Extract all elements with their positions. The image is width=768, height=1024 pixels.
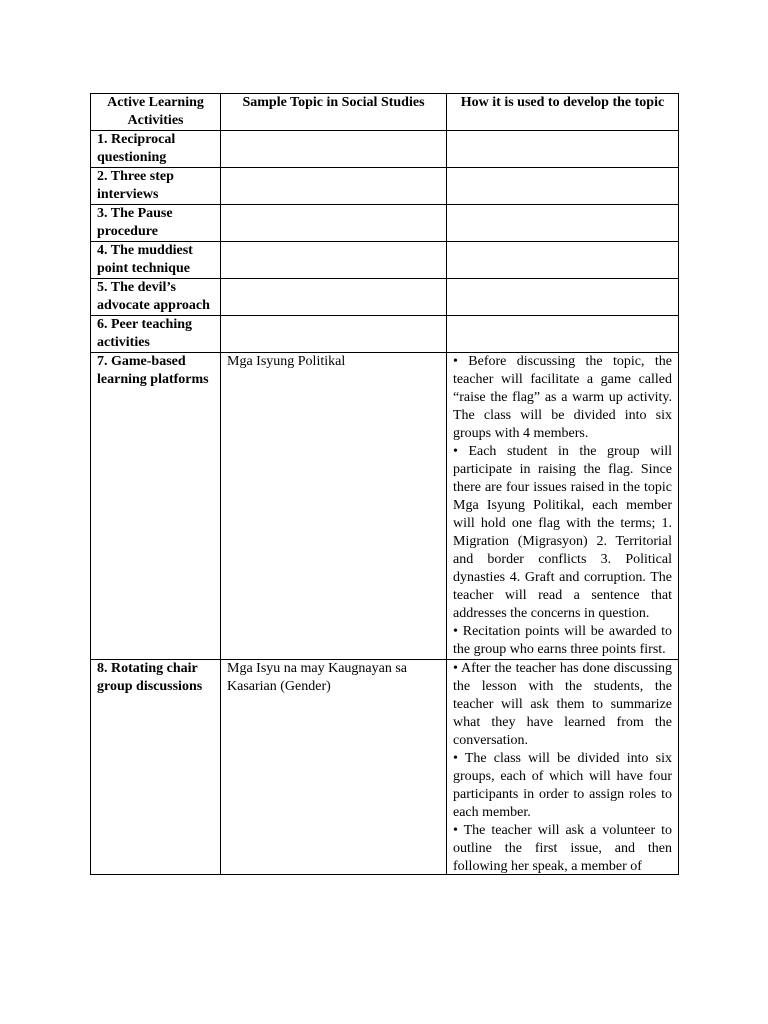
topic-cell [221,279,447,316]
activity-cell: 4. The muddiest point technique [91,242,221,279]
table-row [91,316,679,353]
header-sample-topic: Sample Topic in Social Studies [221,94,447,131]
topic-cell [221,131,447,168]
usage-cell [447,205,679,242]
usage-cell [447,131,679,168]
active-learning-table [90,93,679,875]
activity-cell: 3. The Pause procedure [91,205,221,242]
activity-cell: 1. Reciprocal questioning [91,131,221,168]
header-activities: Active Learning Activities [91,94,221,131]
usage-cell [447,353,679,660]
activity-cell: 2. Three step interviews [91,168,221,205]
table-header-row [91,94,679,131]
topic-cell: Mga Isyu na may Kaugnayan sa Kasarian (Gender) [221,660,447,875]
table-row [91,660,679,875]
table-row [91,279,679,316]
table-row [91,131,679,168]
topic-cell: Mga Isyung Politikal [221,353,447,660]
table-row [91,242,679,279]
usage-cell [447,316,679,353]
usage-paragraph: • After the teacher has done discussing the lesson with the students, the teacher will ask them to summarize what they have learned from the conversation. [453,661,672,748]
activity-cell: 6. Peer teaching activities [91,316,221,353]
topic-cell [221,242,447,279]
usage-cell [447,168,679,205]
usage-clip [453,660,672,874]
activity-cell: 5. The devil’s advocate approach [91,279,221,316]
header-how-used: How it is used to develop the topic [447,94,679,131]
activity-cell: 7. Game-based learning platforms [91,353,221,660]
usage-paragraph: • The class will be divided into six groups, each of which will have four participants in order to assign roles to each member. [453,751,672,820]
usage-cell [447,660,679,875]
usage-cell [447,279,679,316]
usage-paragraph: • The teacher will ask a volunteer to outline the first issue, and then following her speak, a member of [453,823,672,874]
usage-paragraph: • Each student in the group will participate in raising the flag. Since there are four issues raised in the topic Mga Isyung Politikal, each member will hold one flag with the terms; 1. Migration (Migrasyon) 2. Territorial and border conflicts 3. Political dynasties 4. Graft and corruption. The teacher will read a sentence that addresses the concerns in question. [453,444,672,621]
usage-paragraph: • Recitation points will be awarded to the group who earns three points first. [453,624,672,657]
topic-cell [221,316,447,353]
topic-cell [221,205,447,242]
table-row [91,353,679,660]
activity-cell: 8. Rotating chair group discussions [91,660,221,875]
table-row [91,168,679,205]
usage-paragraph: • Before discussing the topic, the teacher will facilitate a game called “raise the flag” as a warm up activity. The class will be divided into six groups with 4 members. [453,354,672,441]
table-row [91,205,679,242]
usage-cell [447,242,679,279]
topic-cell [221,168,447,205]
